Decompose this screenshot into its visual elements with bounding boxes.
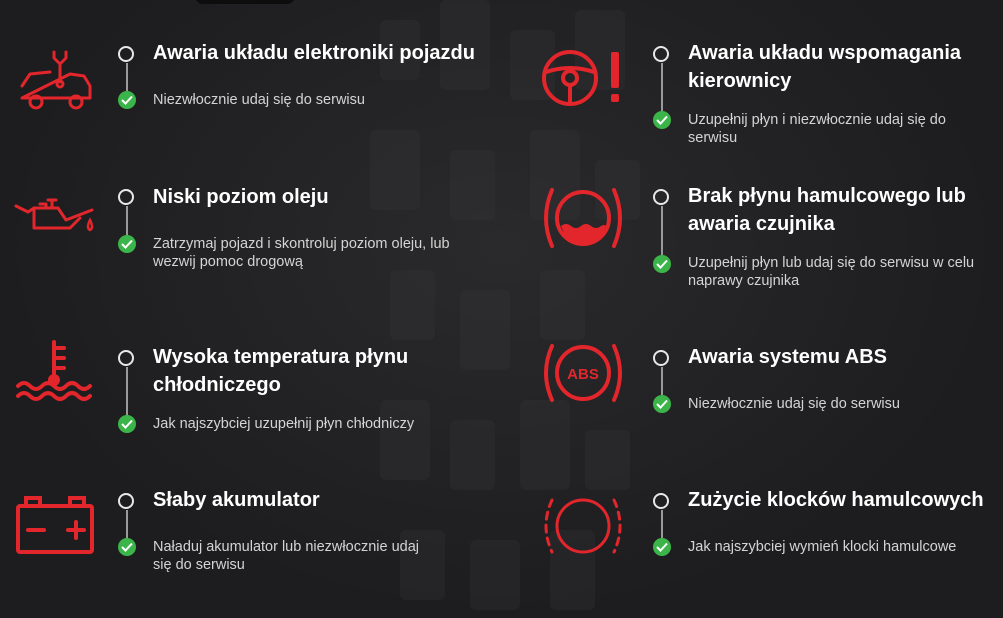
item-title: Słaby akumulator <box>153 489 320 511</box>
check-icon <box>118 91 136 109</box>
item-title: Brak płynu hamulcowego lub awaria czujnika <box>688 185 966 235</box>
battery-icon <box>14 494 98 558</box>
coolant-temperature-icon <box>14 338 98 410</box>
check-icon <box>653 111 671 129</box>
timeline-circle <box>118 350 134 366</box>
item-desc: Niezwłocznie udaj się do serwisu <box>153 92 365 108</box>
abs-icon-text: ABS <box>567 366 599 383</box>
timeline-line <box>661 63 663 111</box>
timeline-line <box>126 510 128 538</box>
item-title: Awaria układu wspomagania kierownicy <box>688 42 962 92</box>
timeline-circle <box>118 189 134 205</box>
item-title: Niski poziom oleju <box>153 186 329 208</box>
check-icon <box>118 538 136 556</box>
timeline-line <box>661 206 663 255</box>
item-title: Awaria systemu ABS <box>688 346 887 368</box>
item-title: Awaria układu elektroniki pojazdu <box>153 42 475 64</box>
check-icon <box>118 235 136 253</box>
timeline-circle <box>653 189 669 205</box>
item-desc: Naładuj akumulator lub niezwłocznie udaj się do serwisu <box>153 539 419 573</box>
abs-icon <box>540 338 626 408</box>
check-icon <box>653 255 671 273</box>
item-title: Wysoka temperatura płynu chłodniczego <box>153 346 409 396</box>
timeline-line <box>126 206 128 235</box>
timeline-line <box>661 510 663 538</box>
oil-can-icon <box>14 192 98 242</box>
check-icon <box>653 538 671 556</box>
engine-fault-car-icon <box>14 46 98 112</box>
timeline-line <box>126 63 128 91</box>
top-tab-decoration <box>195 0 295 4</box>
item-desc: Jak najszybciej wymień klocki hamulcowe <box>688 539 957 555</box>
timeline-line <box>126 367 128 415</box>
check-icon <box>118 415 136 433</box>
check-icon <box>653 395 671 413</box>
timeline-circle <box>118 493 134 509</box>
timeline-circle <box>653 350 669 366</box>
item-desc: Zatrzymaj pojazd i skontroluj poziom oleju, lub wezwij pomoc drogową <box>153 236 450 270</box>
brake-fluid-icon <box>540 180 626 256</box>
timeline-circle <box>118 46 134 62</box>
item-desc: Uzupełnij płyn i niezwłocznie udaj się do serwisu <box>688 112 946 146</box>
item-desc: Jak najszybciej uzupełnij płyn chłodniczy <box>153 416 415 432</box>
item-desc: Niezwłocznie udaj się do serwisu <box>688 396 900 412</box>
timeline-line <box>661 367 663 395</box>
timeline-circle <box>653 46 669 62</box>
item-desc: Uzupełnij płyn lub udaj się do serwisu w celu naprawy czujnika <box>688 255 975 289</box>
item-title: Zużycie klocków hamulcowych <box>688 489 984 511</box>
brake-pad-wear-icon <box>540 490 626 562</box>
timeline-circle <box>653 493 669 509</box>
power-steering-fault-icon <box>540 46 630 110</box>
